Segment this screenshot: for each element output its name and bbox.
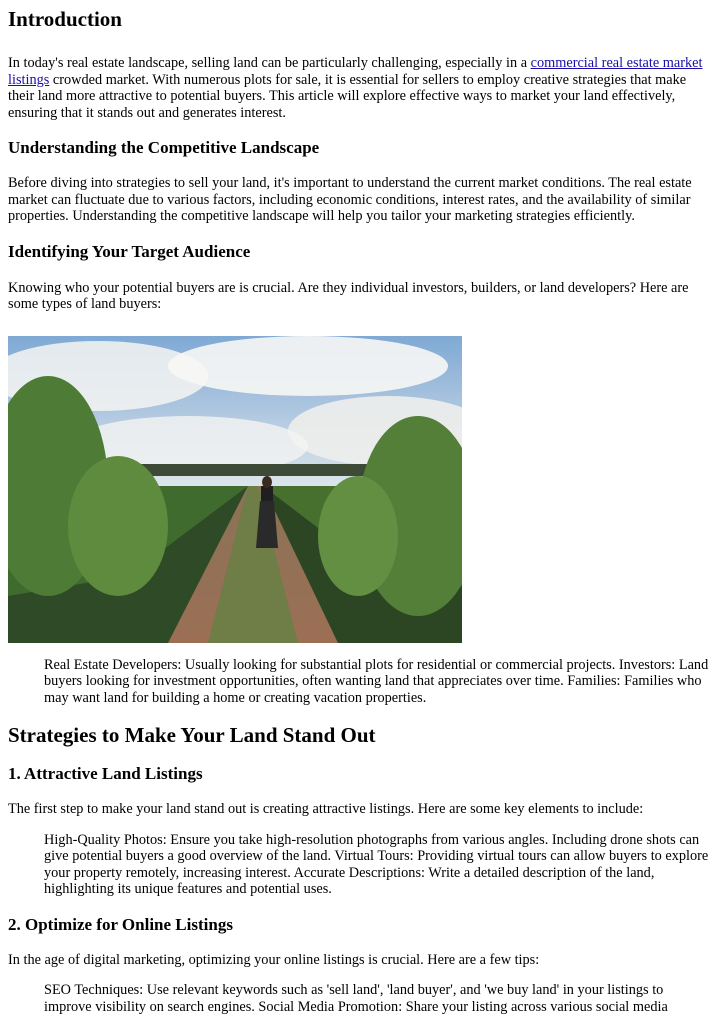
listings-heading: 1. Attractive Land Listings [8, 764, 203, 783]
vineyard-photo [8, 336, 462, 643]
article [0, 7, 720, 1015]
intro-heading: Introduction [8, 7, 122, 31]
online-tips-list: SEO Techniques: Use relevant keywords such as 'sell land', 'land buyer', and 'we buy land' in your listings to improve visibility on search engines. Social Media Promotion: Share your listing across various social media [44, 982, 668, 1015]
listings-paragraph: The first step to make your land stand out is creating attractive listings. Here are some key elements to include: [8, 801, 644, 817]
competitive-heading: Understanding the Competitive Landscape [8, 138, 320, 157]
online-heading: 2. Optimize for Online Listings [8, 914, 233, 934]
commercial-listings-link[interactable]: commercial real estate market listings [8, 55, 703, 88]
online-paragraph: In the age of digital marketing, optimizing your online listings is crucial. Here are a few tips: [8, 951, 540, 968]
audience-heading: Identifying Your Target Audience [8, 241, 251, 261]
listings-elements-list: High-Quality Photos: Ensure you take high-resolution photographs from various angles. Including drone shots can give potential buyers a good overview of the land. Virtual Tours: Providing virtual tours can allow buyers to explore your property remotely, increasing interest. Accurate Descriptions: Write a detailed description of the land, highlighting its unique features and potential uses. [44, 831, 709, 897]
audience-paragraph: Knowing who your potential buyers are is crucial. Are they individual investors, builders, or land developers? Here are some types of land buyers: [8, 279, 689, 312]
intro-text-before: In today's real estate landscape, selling land can be particularly challenging, especially in a [8, 55, 531, 71]
intro-paragraph [8, 55, 712, 121]
buyer-types-list: Real Estate Developers: Usually looking for substantial plots for residential or commercial projects. Investors: Land buyers looking for investment opportunities, often wanting land that appreciates over time. Families: Families who may want land for building a home or creating vacation properties. [44, 656, 709, 706]
intro-text-after: crowded market. With numerous plots for sale, it is essential for sellers to employ creative strategies that make their land more attractive to potential buyers. This article will explore effective ways to market your land effectively, ensuring that it stands out and generates interest. [8, 71, 687, 121]
competitive-paragraph: Before diving into strategies to sell your land, it's important to understand the current market conditions. The real estate market can fluctuate due to various factors, including economic conditions, interest rates, and the availability of similar properties. Understanding the competitive landscape will help you tailor your marketing strategies efficiently. [8, 175, 692, 224]
strategies-heading: Strategies to Make Your Land Stand Out [8, 723, 376, 747]
